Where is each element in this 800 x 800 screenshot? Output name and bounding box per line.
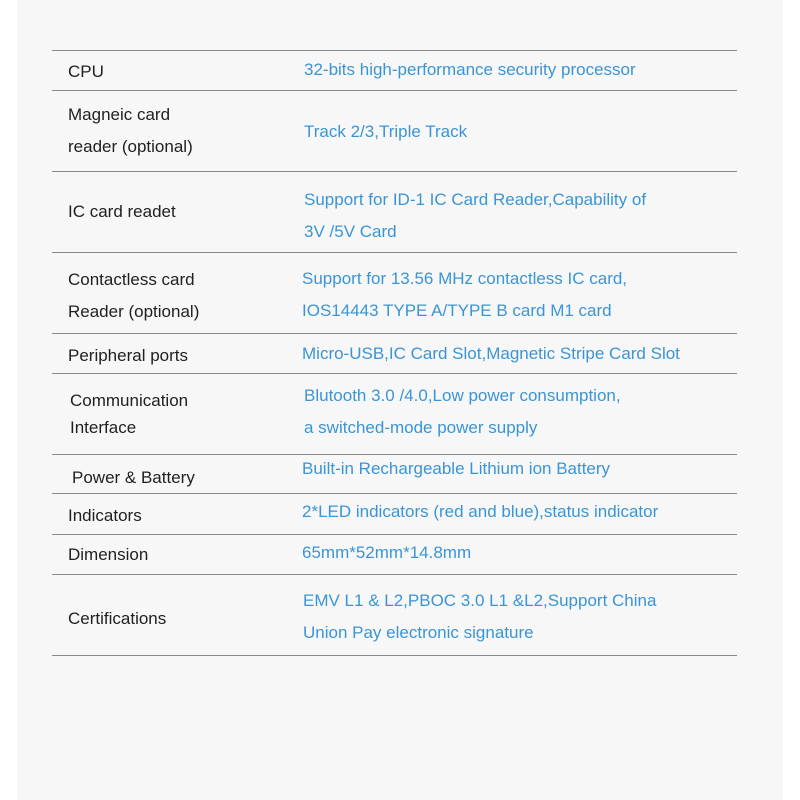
row-divider (52, 655, 737, 656)
spec-value-communication-interface-line2: a switched-mode power supply (304, 418, 538, 437)
spec-label-certifications: Certifications (68, 609, 167, 628)
row-divider (52, 534, 737, 535)
row-divider (52, 50, 737, 51)
spec-value-communication-interface: Blutooth 3.0 /4.0,Low power consumption, (304, 386, 621, 405)
spec-label-communication-interface: Communication (70, 391, 189, 410)
row-divider (52, 373, 737, 374)
spec-value-certifications-line2: Union Pay electronic signature (303, 623, 534, 642)
spec-label-peripheral-ports: Peripheral ports (68, 346, 189, 365)
spec-label-magnetic-card-reader-line2: reader (optional) (68, 137, 193, 156)
spec-label-magnetic-card-reader: Magneic card (68, 105, 171, 124)
spec-value-contactless-card-reader: Support for 13.56 MHz contactless IC card, (302, 269, 628, 288)
spec-value-peripheral-ports: Micro-USB,IC Card Slot,Magnetic Stripe Card Slot (302, 344, 680, 363)
spec-label-contactless-card-reader-line2: Reader (optional) (68, 302, 200, 321)
spec-value-ic-card-reader: Support for ID-1 IC Card Reader,Capability of (304, 190, 647, 209)
spec-value-cpu: 32-bits high-performance security processor (304, 60, 636, 79)
spec-value-dimension: 65mm*52mm*14.8mm (302, 543, 472, 562)
spec-label-communication-interface-line2: Interface (70, 418, 137, 437)
spec-label-dimension: Dimension (68, 545, 149, 564)
spec-value-ic-card-reader-line2: 3V /5V Card (304, 222, 397, 241)
spec-label-cpu: CPU (68, 62, 104, 81)
row-divider (52, 574, 737, 575)
spec-value-power-battery: Built-in Rechargeable Lithium ion Battery (302, 459, 611, 478)
spec-value-contactless-card-reader-line2: IOS14443 TYPE A/TYPE B card M1 card (302, 301, 612, 320)
spec-value-magnetic-card-reader: Track 2/3,Triple Track (304, 122, 468, 141)
row-divider (52, 252, 737, 253)
spec-value-certifications: EMV L1 & L2,PBOC 3.0 L1 &L2,Support China (303, 591, 657, 610)
spec-label-ic-card-reader: IC card readet (68, 202, 176, 221)
row-divider (52, 333, 737, 334)
spec-value-indicators: 2*LED indicators (red and blue),status indicator (302, 502, 659, 521)
row-divider (52, 90, 737, 91)
row-divider (52, 171, 737, 172)
spec-label-contactless-card-reader: Contactless card (68, 270, 195, 289)
spec-label-indicators: Indicators (68, 506, 142, 525)
spec-label-power-battery: Power & Battery (72, 468, 195, 487)
